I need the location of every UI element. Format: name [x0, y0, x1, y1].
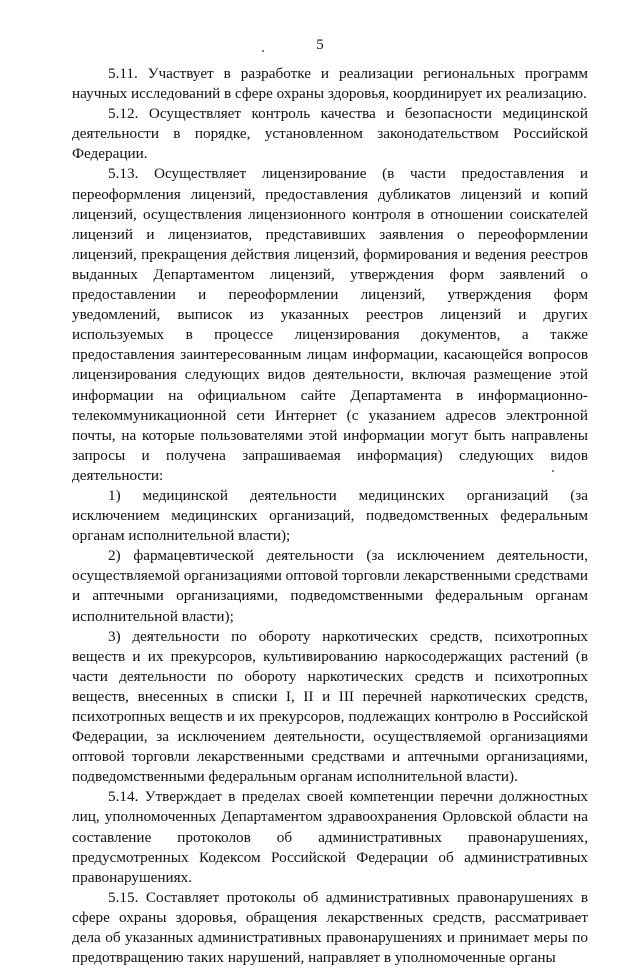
paragraph-5-12: 5.12. Осуществляет контроль качества и безопасности медицинской деятельности в порядке, установленном законодательством Российской Федерации.	[72, 105, 588, 163]
paragraph-5-13: 5.13. Осуществляет лицензирование (в части предоставления и переоформления лицензий, предоставления дубликатов лицензий и копий лицензий, осуществления лицензионного контроля в отношении соискателей лицензий и лицензиатов, представивших заявления о переоформлении лицензий, прекращения действия лицензий, формирования и ведения реестров выданных Департаментом лицензий, утверждения форм заявлений о предоставлении и переоформлении лицензий, утверждения форм уведомлений, выписок из указанных реестров лицензий и других используемых в процессе лицензирования документов, а также предоставления заинтересованным лицам информации, касающейся вопросов лицензирования следующих видов деятельности, включая размещение этой информации на официальном сайте Департамента в информационно-телекоммуникационной сети Интернет (с указанием адресов электронной почты, на которые пользователями этой информации могут быть направлены запросы и получена запрашиваемая информация) следующих видов деятельности:	[72, 165, 588, 484]
list-item-2: 2) фармацевтической деятельности (за исключением деятельности, осуществляемой организациями оптовой торговли лекарственными средствами и аптечными организациями, подведомственными федеральным органам исполнительной власти);	[72, 547, 588, 625]
paragraph-5-14: 5.14. Утверждает в пределах своей компетенции перечни должностных лиц, уполномоченных Департаментом здравоохранения Орловской области на составление протоколов об административных правонарушениях, предусмотренных Кодексом Российской Федерации об административных правонарушениях.	[72, 788, 588, 886]
page-number: 5	[316, 37, 324, 53]
scan-speck	[262, 50, 264, 52]
document-body	[72, 64, 588, 968]
list-item-3: 3) деятельности по обороту наркотических средств, психотропных веществ и их прекурсоров, культивированию наркосодержащих растений (в части деятельности по обороту наркотических средств и психотропных веществ, внесенных в списки I, II и III перечней наркотических средств, психотропных веществ и их прекурсоров, подлежащих контролю в Российской Федерации, за исключением деятельности, осуществляемой организациями оптовой торговли лекарственными средствами и аптечными организациями, подведомственными федеральным органам исполнительной власти).	[72, 627, 588, 786]
paragraph-5-15: 5.15. Составляет протоколы об административных правонарушениях в сфере охраны здоровья, обращения лекарственных средств, рассматривает дела об указанных административных правонарушениях и принимает меры по предотвращению таких нарушений, направляет в уполномоченные органы	[72, 888, 588, 967]
paragraph-5-11: 5.11. Участвует в разработке и реализации региональных программ научных исследований в сфере охраны здоровья, координирует их реализацию.	[72, 65, 588, 103]
list-item-1: 1) медицинской деятельности медицинских организаций (за исключением медицинских организаций, подведомственных федеральным органам исполнительной власти);	[72, 486, 588, 545]
